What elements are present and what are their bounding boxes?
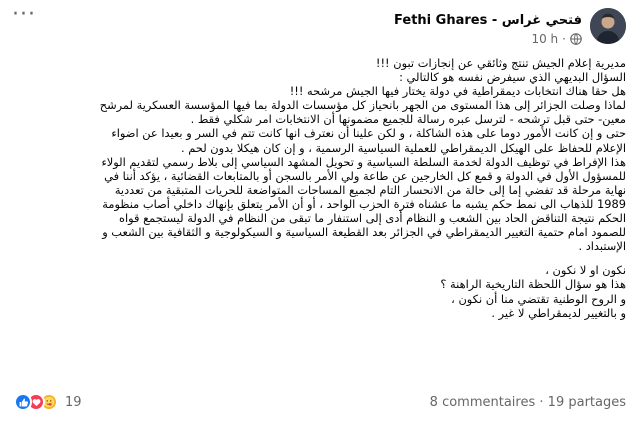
post-text-line: هل حقا هناك انتخابات ديمقراطية في دولة يختار فيها الجيش مرشحه !!! <box>289 84 626 99</box>
post-text-line: مديرية إعلام الجيش تنتج وثائقي عن إنجازات تبون !!! <box>375 56 626 70</box>
public-globe-icon <box>570 33 582 45</box>
post-text-line: نكون او لا نكون ، <box>545 263 626 278</box>
engagement-summary <box>430 395 626 410</box>
reaction-count: 19 <box>65 394 82 410</box>
reactions-summary[interactable] <box>14 393 82 411</box>
post-meta <box>531 32 582 46</box>
post-text-line: الإعلام للحفاظ على الهيكل الديمقراطي للعملية السياسية الرسمية ، و إن كان هيكلا بدون لحم . <box>181 140 626 155</box>
comments-separator: · <box>539 394 544 410</box>
post-footer <box>14 390 626 414</box>
post-text-line: السؤال البديهي الذي سيفرض نفسه هو كالتالي : <box>399 70 626 85</box>
post-text-line: معين- حتى قبل ترشحه - لترسل عبره رسالة للجميع مضمونها أن الانتخابات امر شكلي فقط . <box>190 112 626 127</box>
author-name[interactable]: Fethi Ghares - فتحي غراس <box>394 13 582 28</box>
comments-link[interactable]: 8 commentaires <box>429 394 536 410</box>
post-text-line: للمسؤول الأول في الدولة و قمع كل الخارجين عن طاعة ولي الأمر بالسجن أو بالمتابعات القضائية ، يؤكد أننا في <box>104 168 626 183</box>
post-text-line: و الروح الوطنية تقتضي منا أن نكون ، <box>451 291 626 306</box>
more-options-icon[interactable]: ··· <box>12 2 36 27</box>
shares-link[interactable]: 19 partages <box>547 394 626 410</box>
post-body <box>14 56 626 320</box>
post-paragraph-main <box>14 56 626 253</box>
avatar-photo-icon <box>590 8 626 44</box>
post-text-line: للصمود امام حتمية التغيير الديمقراطي في الجزائر بعد القطيعة السياسية و السيكولوجية و الثقافية بين الشعب و <box>102 225 626 240</box>
like-reaction-icon <box>14 393 32 411</box>
post-header <box>0 4 640 48</box>
post-text-line: الإستبداد . <box>578 239 626 254</box>
post-text-line: و بالتغيير لديمقراطي لا غير . <box>491 305 626 320</box>
avatar[interactable] <box>590 8 626 44</box>
post-text-line: حتى و إن كانت الأمور دوما على هذه الشاكلة ، و لكن علينا أن نعترف انها كانت تتم في السر و بعيدا عن اضواء <box>111 126 626 141</box>
post-text-line: لماذا وصلت الجزائر إلى هذا المستوى من الجهر بانحياز كل مؤسسات الدولة بما فيها المؤسسة العسكرية لمرشح <box>99 98 626 113</box>
post-text-line: 1989 للذهاب الى نمط حكم يشبه ما عشناه فترة الحزب الواحد ، أو أن الأمر يتعلق بإنهاك داخلي أصاب منظومة <box>102 196 626 211</box>
post-text-line: هذا الإفراط في توظيف الدولة لخدمة السلطة السياسية و تحويل المشهد السياسي إلى بلاط رسمي لتقديم الولاء <box>101 154 626 169</box>
post-time[interactable]: 10 h <box>531 32 559 46</box>
post-paragraph-closing <box>14 263 626 319</box>
post-text-line: هذا هو سؤال اللحظة التاريخية الراهنة ؟ <box>440 277 626 292</box>
meta-separator: · <box>562 32 566 46</box>
post-text-line: نهاية مرحلة قد تفضي إما إلى حالة من الانحسار التام لجميع المساحات المتواضعة للحريات المتبقية من تعددية <box>114 182 626 197</box>
post-text-line: الحكم نتيجة التناقض الحاد بين الشعب و النظام أدى إلى استنفار ما تبقى من النظام في الدولة ليستجمع قواه <box>119 211 626 226</box>
